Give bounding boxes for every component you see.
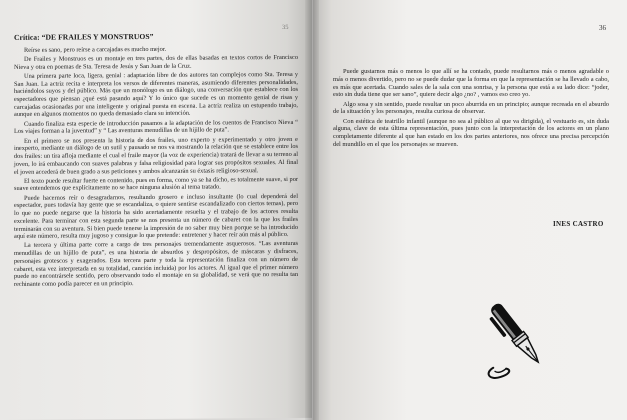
pen-nib-icon <box>473 296 565 388</box>
article-heading: Crítica: “DE FRAILES Y MONSTRUOS” <box>14 31 154 42</box>
paragraph: Una primera parte loca, ligera, genial : adaptación libre de dos autores tan complejos como Sta. Teresa y San Juan. La actriz recita e interpreta los versos de diferentes maneras, asumiendo diferentes personalidades, haciéndolos suyos y del público. Más que un monólogo es un diálogo, una conversación que establece con los espectadores que piensan ¿qué está pasando aquí? Y lo único que sucede es un momento genial de risas y carcajadas ocasionadas por una inteligente y original puesta en escena. La actriz realiza un estupendo trabajo, aunque en algunos momentos no queda demasiado clara su intención. <box>14 70 298 119</box>
right-page-number: 36 <box>599 24 606 32</box>
paragraph: En el primero se nos presenta la historia de dos frailes, uno experto y experimentado y otro joven e inexperto, mediante un diálogo de un sutil y pausado se nos va mostrando la relación que se establece entre los dos frailes: un tira afloja mediante el cual el fraile mayor (la voz de experiencia) tratará de llevar a su terreno al joven, lo irá embaucando con suaves palabras y falsa religiosidad para lograr sus propósitos sexuales. Al final el joven accederá de buen grado a sus peticiones y ambos alcanzarán su éxtasis religioso-sexual. <box>14 135 298 176</box>
paragraph: Algo sosa y sin sentido, puede resultar un poco aburrida en un principio; aunque recreada en el absurdo de la situación y los personajes, resulta curiosa de observar. <box>333 100 609 116</box>
paragraph: Puede gustarnos más o menos lo que allí se ha contado, puede resultarnos más o menos agradable o más o menos divertido, pero no se puede dudar que la forma en que la representación se ha llevado a cabo, es más que acertada. Cuando sales de la sala con una sonrisa, y la persona que está a su lado dice: “joder, esto sin duda tiene que ser sano”, quiere decir algo ¿no? , vamos eso creo yo. <box>333 68 609 99</box>
left-page-number: 35 <box>282 23 289 32</box>
book-gutter <box>305 0 319 420</box>
paragraph: De Frailes y Monstruos es un montaje en tres partes, dos de ellas basadas en textos cortos de Francisco Nieva y otra en poemas de Sta. Teresa de Jesús y San Juan de la Cruz. <box>14 53 298 71</box>
paragraph: La tercera y última parte corre a cargo de tres personajes tremendamente asquerosos. “Las aventuras menudillas de un hijillo de puta”, es una historia de absurdos y despropósitos, de máscaras y disfraces, personajes grotescos y exagerados. Esta tercera parte y toda la representación finaliza con un número de cabaret, esta vez interpretada en su totalidad, canción incluida) por los actores. Al igual que el primer número puede no encontrársele sentido, pero observando todo el montaje en su globalidad, se verá que no resulta tan rechinante como podía parecer en un principio. <box>14 240 298 288</box>
paragraph: Puede hacernos reír o desagradarnos, resultando grosero e incluso insultante (lo cual dependerá del espectador, pues todavía hay gente que se escandaliza, o quiere sentirse escandalizado con ciertos temas), pero lo que no puede negarse que la historia ha sido acertadamente resuelta y el trabajo de los actores resulta excelente. Para terminar con esta segunda parte se nos presenta un número de cabaret con la que los frailes terminarán con su aventura. Si bien puede tenerse la impresión de no saber muy bien porque se ha introducido aquí este número, resulta muy jugoso y consigue lo que pretende: entretener y hacer reír aún más al público. <box>14 192 298 241</box>
paragraph: Reírse es sano, pero reírse a carcajadas es mucho mejor. <box>24 45 167 54</box>
paragraph: Con estética de teatrillo infantil (aunque no sea al público al que va dirigida), el vestuario es, sin duda alguna, clave de esta última representación, pues junto con la interpretación de los actores en un plano completamente diferente al que han estado en los dos partes anteriores, nos ofrece una precisa percepción del mundillo en el que los personajes se mueven. <box>333 117 609 149</box>
author-signature: INES CASTRO <box>553 220 604 228</box>
right-page-text <box>333 68 609 149</box>
left-page-text <box>14 32 298 289</box>
left-page <box>0 0 312 420</box>
paragraph: El texto puede resultar fuerte en contenido, pues en forma, como ya se ha dicho, es totalmente suave, si por suave entendemos que explícitamente no se hace ninguna alusión al tema tratado. <box>14 175 298 193</box>
paragraph: Cuando finaliza esta especie de introducción pasamos a la adaptación de los cuentos de Francisco Nieva “ Los viajes forman a la juventud” y “ Las aventuras menudillas de un hijillo de puta”. <box>14 118 298 136</box>
right-page <box>313 0 627 420</box>
